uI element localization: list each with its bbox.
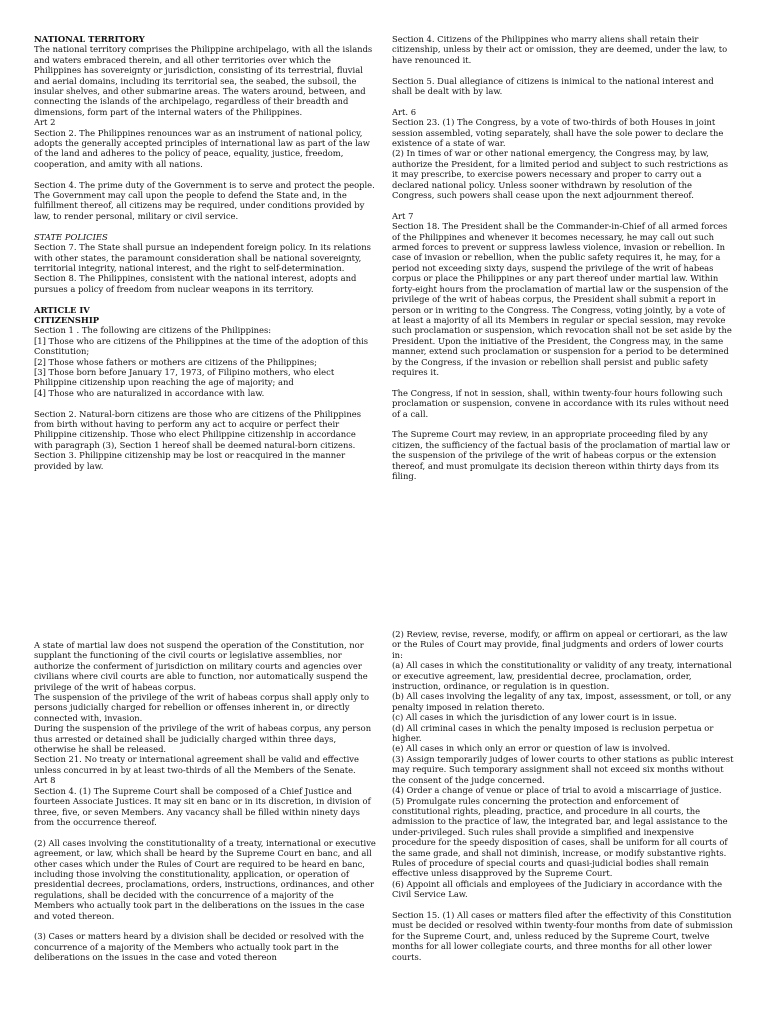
paragraph: The suspension of the privilege of the writ of habeas corpus shall apply only to persons judicially charged for rebellion or offenses inherent in, or directly connected with, invasion.	[34, 692, 370, 723]
paragraph: [2] Those whose fathers or mothers are citizens of the Philippines;	[34, 356, 317, 367]
paragraph: (a) All cases in which the constitutionality or validity of any treaty, international or executive agreement, law, presidential decree, proclamation, order, instruction, ordinance, or regulation is in question.	[392, 660, 732, 692]
column-top-left	[34, 34, 376, 604]
paragraph: Section 3. Philippine citizenship may be lost or reacquired in the manner provided by law.	[34, 450, 346, 471]
paragraph: (2) All cases involving the constitutionality of a treaty, international or executive agreement, or law, which shall be heard by the Supreme Court en banc, and all other cases which under the Rules of Court are required to be heard en banc, including those involving the constitutionality, application, or operation of presidential decrees, proclamations, orders, instructions, ordinances, and other regulations, shall be decided with the concurrence of a majority of the Members who actually took part in the deliberations on the issues in the case and voted thereon.	[34, 837, 376, 921]
section-heading: NATIONAL TERRITORY	[34, 34, 145, 44]
paragraph: (5) Promulgate rules concerning the protection and enforcement of constitutional rights, pleading, practice, and procedure in all courts, the admission to the practice of law, the integrated bar, and legal assistance to the under-privileged. Such rules shall provide a simplified and inexpensive procedure for the speedy disposition of cases, shall be uniform for all courts of the same grade, and shall not diminish, increase, or modify substantive rights. Rules of procedure of special courts and quasi-judicial bodies shall remain effective unless disapproved by the Supreme Court.	[392, 795, 728, 879]
column-bottom-left	[34, 640, 376, 1024]
paragraph: Section 1 . The following are citizens of the Philippines:	[34, 325, 272, 336]
paragraph-gap	[392, 96, 734, 106]
paragraph: Art 7	[392, 210, 414, 221]
column-top-right	[392, 34, 734, 604]
paragraph: Section 4. Citizens of the Philippines who marry aliens shall retain their citizenship, unless by their act or omission, they are deemed, under the law, to have renounced it.	[392, 34, 728, 65]
paragraph: Section 15. (1) All cases or matters filed after the effectivity of this Constitution must be decided or resolved within twenty-four months from date of submission for the Supreme Court, and, unless reduced by the Supreme Court, twelve months for all lower collegiate courts, and three months for all other lower courts.	[392, 909, 733, 962]
paragraph: [4] Those who are naturalized in accordance with law.	[34, 387, 265, 398]
paragraph: Section 2. The Philippines renounces war as an instrument of national policy, adopts the generally accepted principles of international law as part of the law of the land and adheres to the policy of peace, equality, justice, freedom, cooperation, and amity with all nations.	[34, 127, 370, 169]
section-heading: CITIZENSHIP	[34, 314, 100, 325]
paragraph-gap	[34, 221, 376, 231]
paragraph: A state of martial law does not suspend the operation of the Constitution, nor supplant the functioning of the civil courts or legislative assemblies, nor authorize the conferment of jurisdiction on military courts and agencies over civilians where civil courts are able to function, nor automatically suspend the privilege of the writ of habeas corpus.	[34, 640, 368, 692]
paragraph: The Supreme Court may review, in an appropriate proceeding filed by any citizen, the sufficiency of the factual basis of the proclamation of martial law or the suspension of the privilege of the writ of habeas corpus or the extension thereof, and must promulgate its decision thereon within thirty days from its filing.	[392, 429, 731, 481]
paragraph: (3) Cases or matters heard by a division shall be decided or resolved with the concurrence of a majority of the Members who actually took part in the deliberations on the issues in the case and voted thereon	[34, 931, 364, 963]
paragraph: During the suspension of the privilege of the writ of habeas corpus, any person thus arrested or detained shall be judicially charged within three days, otherwise he shall be released.	[34, 723, 372, 755]
paragraph: The Congress, if not in session, shall, within twenty-four hours following such proclamation or suspension, convene in accordance with its rules without need of a call.	[392, 387, 730, 419]
paragraph: (c) All cases in which the jurisdiction of any lower court is in issue.	[392, 712, 677, 723]
paragraph: (d) All criminal cases in which the penalty imposed is reclusion perpetua or higher.	[392, 722, 714, 744]
paragraph: (6) Appoint all officials and employees of the Judiciary in accordance with the Civil Service Law.	[392, 878, 723, 900]
paragraph: [1] Those who are citizens of the Philippines at the time of the adoption of this Constitution;	[34, 335, 369, 357]
paragraph-gap	[34, 921, 376, 931]
paragraph: Art 2	[34, 117, 56, 128]
paragraph-gap	[392, 200, 734, 210]
paragraph: (e) All cases in which only an error or question of law is involved.	[392, 743, 671, 754]
paragraph: Section 21. No treaty or international agreement shall be valid and effective unless concurred in by at least two-thirds of all the Members of the Senate.	[34, 754, 359, 775]
paragraph: Section 4. The prime duty of the Government is to serve and protect the people. The Government may call upon the people to defend the State and, in the fulfillment thereof, all citizens may be required, under conditions provided by law, to render personal, military or civil service.	[34, 179, 375, 221]
paragraph: Section 8. The Philippines, consistent with the national interest, adopts and pursues a policy of freedom from nuclear weapons in its territory.	[34, 273, 357, 294]
paragraph: Section 18. The President shall be the Commander-in-Chief of all armed forces of the Philippines and whenever it becomes necessary, he may call out such armed forces to prevent or suppress lawless violence, invasion or rebellion. In case of invasion or rebellion, when the public safety requires it, he may, for a period not exceeding sixty days, suspend the privilege of the writ of habeas corpus or place the Philippines or any part thereof under martial law. Within forty-eight hours from the proclamation of martial law or the suspension of the privilege of the writ of habeas corpus, the President shall submit a report in person or in writing to the Congress. The Congress, voting jointly, by a vote of at least a majority of all its Members in regular or special session, may revoke such proclamation or suspension, which revocation shall not be set aside by the President. Upon the initiative of the President, the Congress may, in the same manner, extend such proclamation or suspension for a period to be determined by the Congress, if the invasion or rebellion shall persist and public safety requires it.	[392, 221, 732, 377]
paragraph: (4) Order a change of venue or place of trial to avoid a miscarriage of justice.	[392, 785, 722, 796]
column-bottom-right	[392, 629, 734, 1024]
paragraph: Section 4. (1) The Supreme Court shall be composed of a Chief Justice and fourteen Associate Justices. It may sit en banc or in its discretion, in division of three, five, or seven Members. Any vacancy shall be filled within ninety days from the occurrence thereof.	[34, 785, 371, 827]
paragraph: (b) All cases involving the legality of any tax, impost, assessment, or toll, or any penalty imposed in relation thereto.	[392, 691, 732, 712]
paragraph: Art 8	[34, 775, 56, 786]
paragraph-gap	[392, 65, 734, 75]
paragraph-gap	[392, 419, 734, 429]
paragraph: Section 2. Natural-born citizens are those who are citizens of the Philippines from birth without having to perform any act to acquire or perfect their Philippine citizenship. Those who elect Philippine citizenship in accordance with paragraph (3), Section 1 hereof shall be deemed natural-born citizens.	[34, 408, 362, 450]
paragraph-gap	[34, 294, 376, 304]
paragraph-gap	[392, 377, 734, 387]
paragraph-gap	[392, 900, 734, 910]
paragraph: Section 5. Dual allegiance of citizens is inimical to the national interest and shall be dealt with by law.	[392, 75, 714, 97]
paragraph-gap	[34, 398, 376, 408]
paragraph: [3] Those born before January 17, 1973, of Filipino mothers, who elect Philippine citizenship upon reaching the age of majority; and	[34, 366, 335, 388]
paragraph-gap	[34, 827, 376, 837]
paragraph: Section 7. The State shall pursue an independent foreign policy. In its relations with other states, the paramount consideration shall be national sovereignty, territorial integrity, national interest, and the right to self-determination.	[34, 242, 371, 273]
subheading: STATE POLICIES	[34, 231, 108, 242]
paragraph: The national territory comprises the Philippine archipelago, with all the islands and waters embraced therein, and all other territories over which the Philippines has sovereignty or jurisdiction, consisting of its terrestrial, fluvial and aerial domains, including its territorial sea, the seabed, the subsoil, the insular shelves, and other submarine areas. The waters around, between, and connecting the islands of the archipelago, regardless of their breadth and dimensions, form part of the internal waters of the Philippines.	[34, 44, 373, 117]
section-heading: ARTICLE IV	[34, 304, 90, 315]
paragraph: (2) In times of war or other national emergency, the Congress may, by law, authorize the President, for a limited period and subject to such restrictions as it may prescribe, to exercise powers necessary and proper to carry out a declared national policy. Unless sooner withdrawn by resolution of the Congress, such powers shall cease upon the next adjournment thereof.	[392, 148, 729, 201]
paragraph: (3) Assign temporarily judges of lower courts to other stations as public interest may require. Such temporary assignment shall not exceed six months without the consent of the judge concerned.	[392, 753, 734, 785]
paragraph: Section 23. (1) The Congress, by a vote of two-thirds of both Houses in joint session assembled, voting separately, shall have the sole power to declare the existence of a state of war.	[392, 117, 724, 149]
paragraph-gap	[34, 169, 376, 179]
paragraph: Art. 6	[392, 106, 417, 117]
paragraph: (2) Review, revise, reverse, modify, or affirm on appeal or certiorari, as the law or the Rules of Court may provide, final judgments and orders of lower courts in:	[392, 629, 728, 660]
